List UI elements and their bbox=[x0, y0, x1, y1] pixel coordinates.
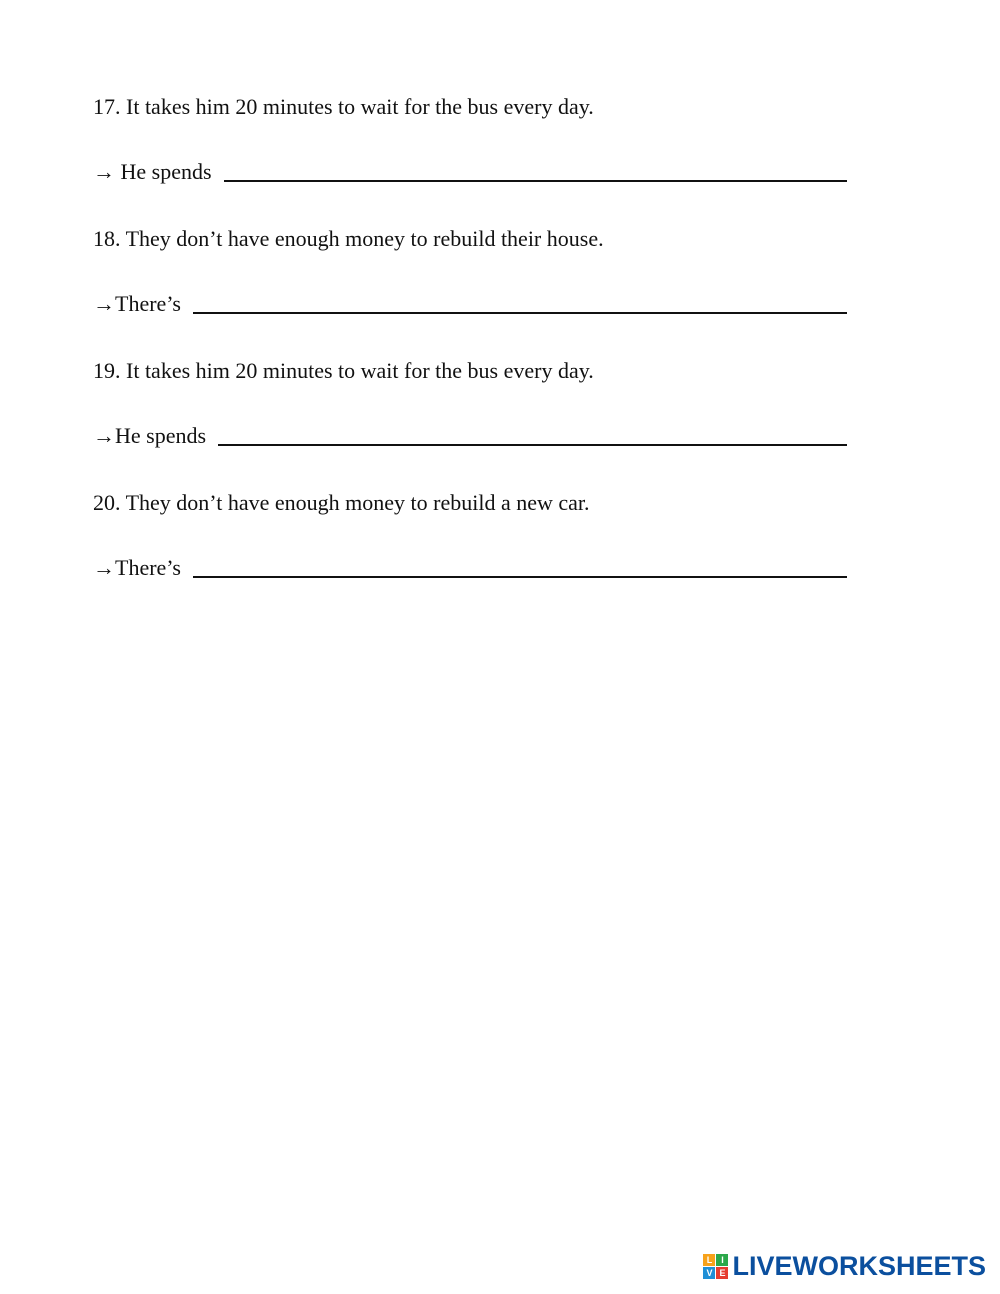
liveworksheets-brand bbox=[703, 1251, 986, 1282]
question-20-answer-input[interactable] bbox=[193, 554, 847, 578]
question-20-sentence: 20. They don’t have enough money to rebuild a new car. bbox=[93, 490, 590, 515]
question-20-answer-row bbox=[93, 551, 847, 581]
question-19-answer-input[interactable] bbox=[218, 422, 847, 446]
logo-tile: E bbox=[716, 1267, 728, 1279]
logo-tile: I bbox=[716, 1254, 728, 1266]
question-17-sentence: 17. It takes him 20 minutes to wait for the bus every day. bbox=[93, 94, 594, 119]
question-19-sentence: 19. It takes him 20 minutes to wait for the bus every day. bbox=[93, 358, 594, 383]
question-20-prompt: →There’s bbox=[93, 555, 181, 580]
question-17-answer-row bbox=[93, 155, 847, 185]
question-18-prompt: →There’s bbox=[93, 291, 181, 316]
question-18-sentence: 18. They don’t have enough money to rebuild their house. bbox=[93, 226, 604, 251]
liveworksheets-wordmark: LIVEWORKSHEETS bbox=[732, 1251, 986, 1281]
question-17-prompt: → He spends bbox=[93, 159, 212, 184]
question-18-answer-input[interactable] bbox=[193, 290, 847, 314]
question-18-answer-row bbox=[93, 287, 847, 317]
question-19-prompt: →He spends bbox=[93, 423, 207, 448]
logo-tile: V bbox=[703, 1267, 715, 1279]
question-17-answer-input[interactable] bbox=[224, 158, 847, 182]
logo-tile: L bbox=[703, 1254, 715, 1266]
question-19-answer-row bbox=[93, 419, 847, 449]
liveworksheets-logo-icon bbox=[703, 1254, 728, 1279]
